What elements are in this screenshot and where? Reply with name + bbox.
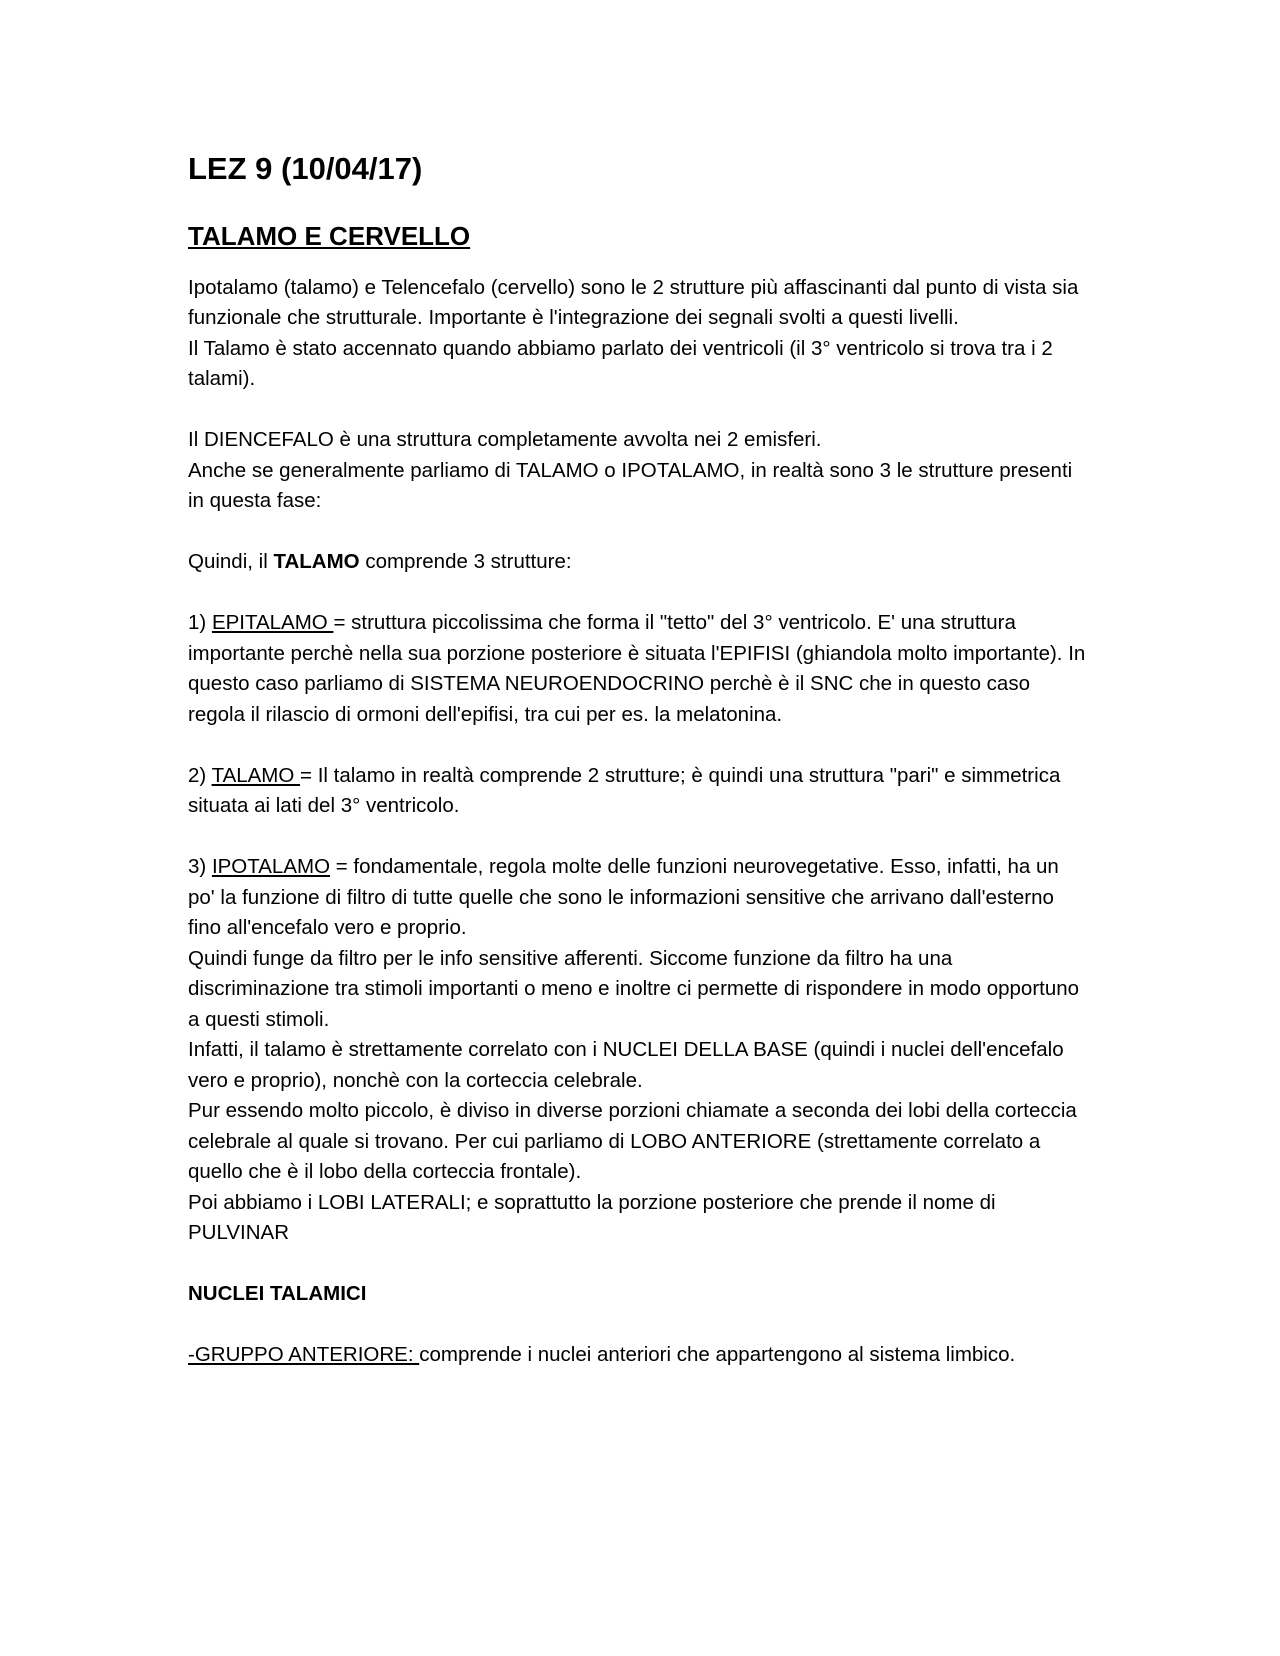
blank-line [188, 395, 1088, 426]
paragraph-talamo-ventricoli: Il Talamo è stato accennato quando abbiamo parlato dei ventricoli (il 3° ventricolo si trova tra i 2 talami). [188, 336, 1053, 391]
list-item-epitalamo [188, 608, 1088, 730]
item-text: = struttura piccolissima che forma il "tetto" del 3° ventricolo. E' una struttura importante perchè nella sua porzione posteriore è situata l'EPIFISI (ghiandola molto importante). In questo caso parliamo di SISTEMA NEUROENDOCRINO perchè è il SNC che in questo caso regola il rilascio di ormoni dell'epifisi, tra cui per es. la melatonina. [188, 611, 1086, 726]
item-term: IPOTALAMO [211, 855, 331, 879]
paragraph-piccolo: Pur essendo molto piccolo, è diviso in diverse porzioni chiamate a seconda dei lobi della corteccia celebrale al quale si trovano. Per cui parliamo di LOBO ANTERIORE (strettamente correlato a quello che è il lobo della corteccia frontale). [188, 1099, 1077, 1184]
item-number: 2) [188, 763, 212, 787]
paragraph-quindi [188, 547, 1088, 578]
blank-line [188, 1310, 1088, 1341]
item-text: = fondamentale, regola molte delle funzioni neurovegetative. Esso, infatti, ha un po' la funzione di filtro di tutte quelle che sono le informazioni sensitive che arrivano dall'esterno fino all'encefalo vero e proprio. [188, 855, 1059, 940]
subheading-nuclei-talamici: NUCLEI TALAMICI [188, 1282, 367, 1306]
item-term: EPITALAMO [211, 611, 334, 635]
item-number: 1) [188, 611, 212, 635]
paragraph-diencefalo: Il DIENCEFALO è una struttura completamente avvolta nei 2 emisferi. [188, 428, 822, 452]
item-term: -GRUPPO ANTERIORE: [188, 1343, 420, 1367]
list-item-ipotalamo [188, 852, 1088, 944]
list-item-gruppo-anteriore [188, 1340, 1088, 1371]
blank-line [188, 517, 1088, 548]
item-term: TALAMO [211, 763, 301, 787]
paragraph-filtro: Quindi funge da filtro per le info sensitive afferenti. Siccome funzione da filtro ha una discriminazione tra stimoli importanti o meno e inoltre ci permette di rispondere in modo opportuno a questi stimoli. [188, 946, 1080, 1031]
paragraph-anche-se: Anche se generalmente parliamo di TALAMO o IPOTALAMO, in realtà sono 3 le strutture presenti in questa fase: [188, 458, 1073, 513]
paragraph-lobi-laterali: Poi abbiamo i LOBI LATERALI; e soprattutto la porzione posteriore che prende il nome di PULVINAR [188, 1190, 996, 1245]
blank-line [188, 730, 1088, 761]
lesson-title: LEZ 9 (10/04/17) [188, 151, 423, 186]
item-text: = Il talamo in realtà comprende 2 strutture; è quindi una struttura "pari" e simmetrica situata ai lati del 3° ventricolo. [188, 763, 1061, 818]
blank-line [188, 1249, 1088, 1280]
blank-line [188, 822, 1088, 853]
list-item-talamo [188, 761, 1088, 822]
quindi-suffix: comprende 3 strutture: [359, 550, 572, 574]
item-number: 3) [188, 855, 212, 879]
section-title: TALAMO E CERVELLO [188, 220, 471, 251]
quindi-bold-term: TALAMO [273, 550, 360, 574]
blank-line [188, 578, 1088, 609]
document-page [188, 150, 1088, 1371]
paragraph-nuclei-base: Infatti, il talamo è strettamente correlato con i NUCLEI DELLA BASE (quindi i nuclei dell'encefalo vero e proprio), nonchè con la corteccia celebrale. [188, 1038, 1064, 1092]
quindi-prefix: Quindi, il [188, 550, 274, 574]
paragraph-intro: Ipotalamo (talamo) e Telencefalo (cervello) sono le 2 strutture più affascinanti dal punto di vista sia funzionale che strutturale. Importante è l'integrazione dei segnali svolti a questi livelli. [188, 275, 1079, 330]
item-text: comprende i nuclei anteriori che appartengono al sistema limbico. [419, 1343, 1016, 1367]
